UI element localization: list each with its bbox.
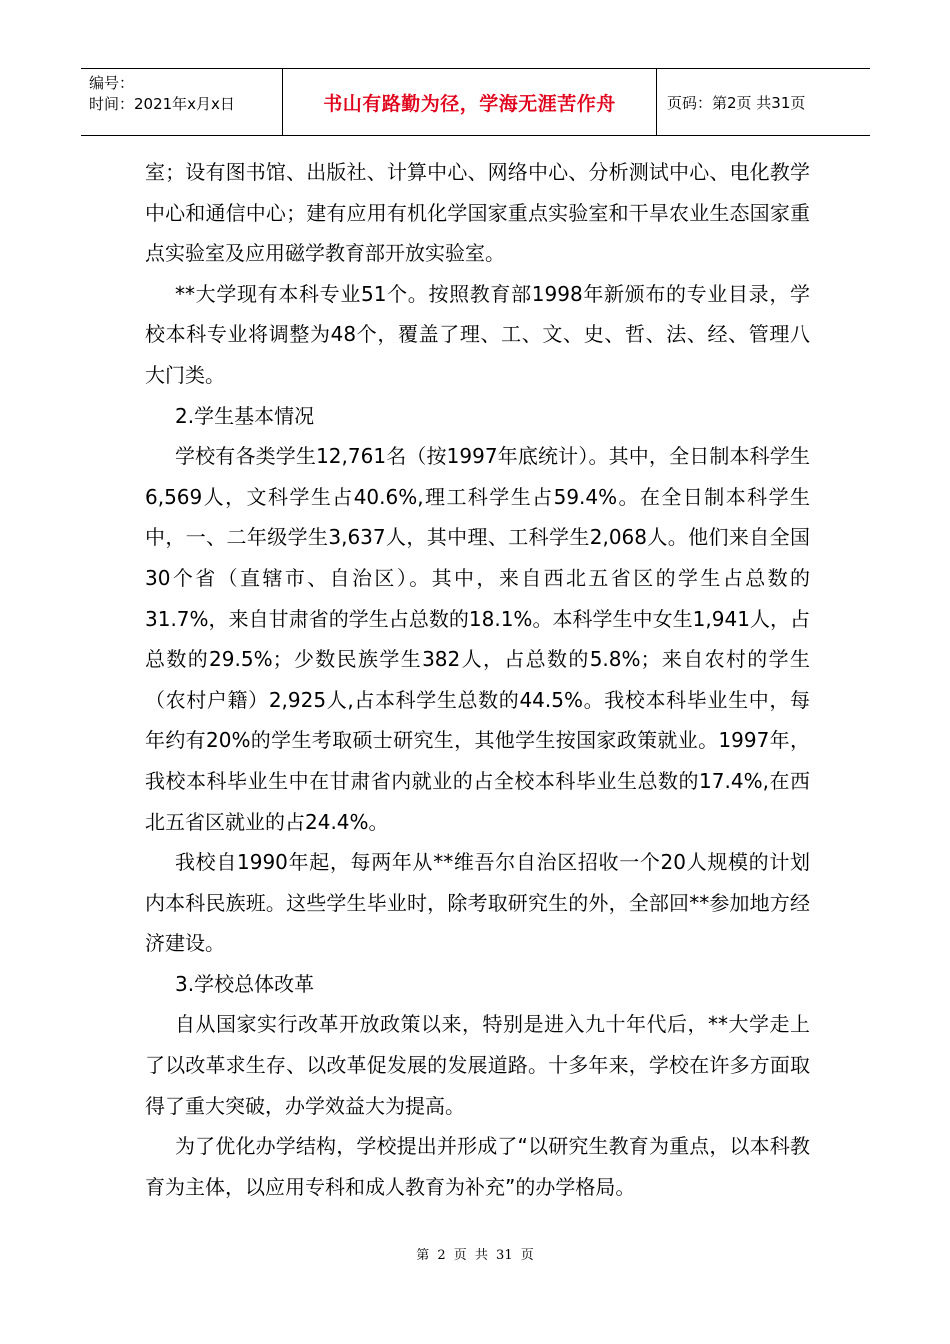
section-heading: 3.学校总体改革 <box>175 971 315 996</box>
header-page-cell <box>657 69 870 135</box>
page-footer: 第 2 页 共 31 页 <box>416 1248 534 1263</box>
body-paragraph: 我校自1990年起，每两年从**维吾尔自治区招收一个20人规模的计划内本科民族班。这些学生毕业时，除考取研究生的外，全部回**参加地方经济建设。 <box>145 850 810 956</box>
header-motto: 书山有路勤为径，学海无涯苦作舟 <box>323 92 616 115</box>
document-time-label: 时间：2021年x月x日 <box>89 95 235 113</box>
section-heading: 2.学生基本情况 <box>175 403 315 428</box>
header-motto-cell <box>283 69 657 135</box>
document-body <box>145 152 810 1207</box>
body-paragraph: 室；设有图书馆、出版社、计算中心、网络中心、分析测试中心、电化教学中心和通信中心；建有应用有机化学国家重点实验室和干旱农业生态国家重点实验室及应用磁学教育部开放实验室。 <box>145 160 810 266</box>
header-page-info: 页码：第2页 共31页 <box>667 93 806 112</box>
body-paragraph: 自从国家实行改革开放政策以来，特别是进入九十年代后，**大学走上了以改革求生存、以改革促发展的发展道路。十多年来，学校在许多方面取得了重大突破，办学效益大为提高。 <box>145 1012 810 1118</box>
document-number-label: 编号： <box>89 74 135 92</box>
body-paragraph: **大学现有本科专业51个。按照教育部1998年新颁布的专业目录，学校本科专业将调整为48个，覆盖了理、工、文、史、哲、法、经、管理八大门类。 <box>145 281 810 387</box>
page-header <box>81 68 870 136</box>
body-paragraph: 为了优化办学结构，学校提出并形成了“以研究生教育为重点，以本科教育为主体，以应用专科和成人教育为补充”的办学格局。 <box>145 1134 810 1199</box>
body-paragraph: 学校有各类学生12,761名（按1997年底统计）。其中，全日制本科学生6,569人，文科学生占40.6%,理工科学生占59.4%。在全日制本科学生中，一、二年级学生3,637人，其中理、工科学生2,068人。他们来自全国30个省（直辖市、自治区）。其中，来自西北五省区的学生占总数的31.7%，来自甘肃省的学生占总数的18.1%。本科学生中女生1,941人，占总数的29.5%；少数民族学生382人，占总数的5.8%；来自农村的学生（农村户籍）2,925人,占本科学生总数的44.5%。我校本科毕业生中，每年约有20%的学生考取硕士研究生，其他学生按国家政策就业。1997年，我校本科毕业生中在甘肃省内就业的占全校本科毕业生总数的17.4%,在西北五省区就业的占24.4%。 <box>145 444 810 834</box>
header-meta-cell <box>81 69 283 135</box>
